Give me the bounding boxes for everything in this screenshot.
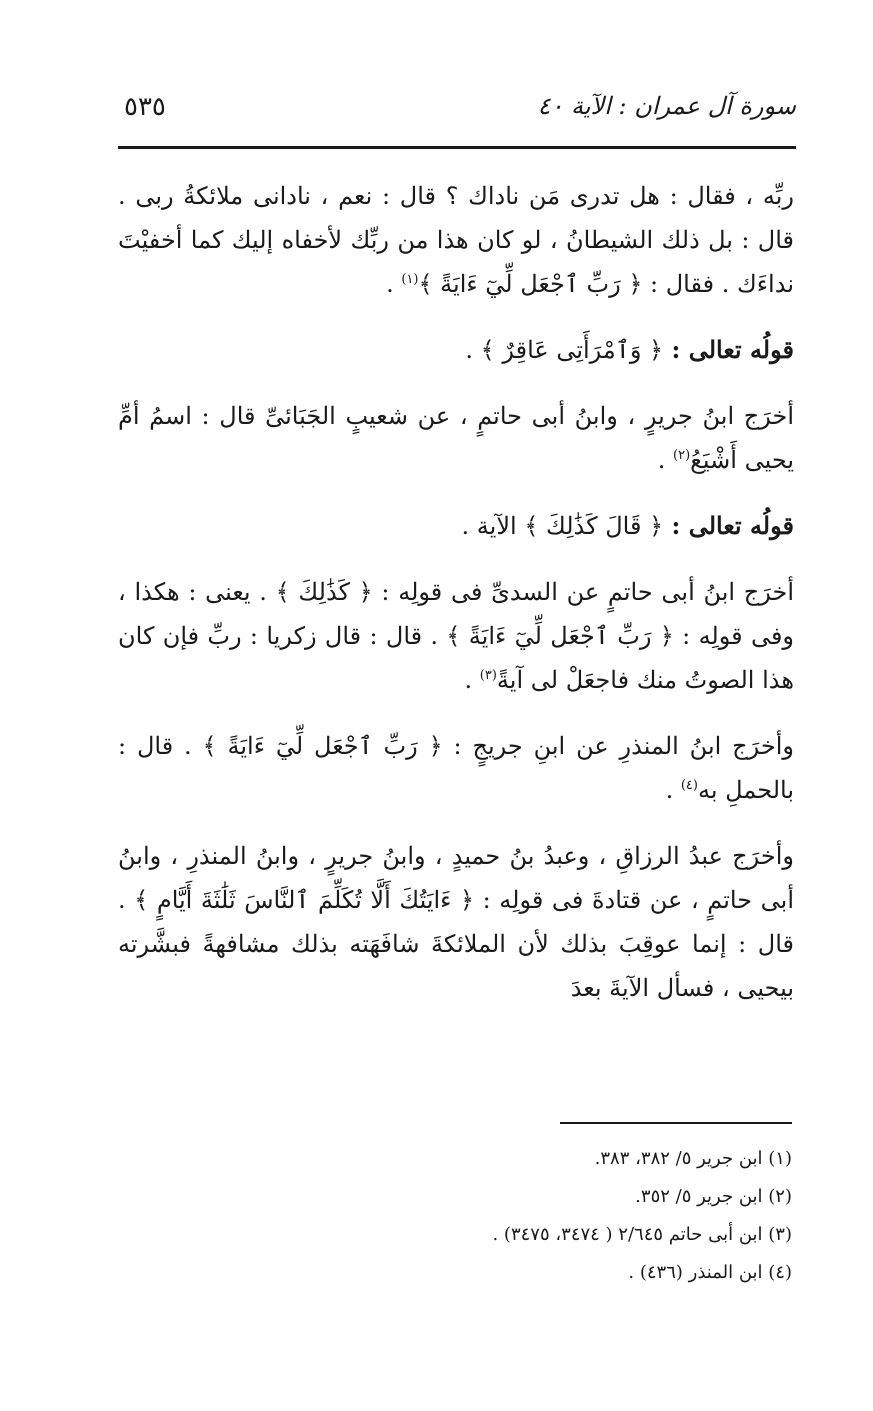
quran-quote: ﴿ كَذَٰلِكَ ﴾ bbox=[275, 578, 373, 606]
paragraph-text: . قال : بالحملِ به bbox=[118, 732, 794, 804]
paragraph-end: . bbox=[665, 776, 681, 804]
paragraph-end: . bbox=[464, 666, 480, 694]
verse-heading-label: قولُه تعالى : bbox=[663, 335, 794, 364]
quran-quote: ﴿ قَالَ كَذَٰلِكَ ﴾ bbox=[524, 512, 664, 540]
paragraph-3 bbox=[118, 570, 794, 702]
quran-quote: ﴿ رَبِّ ٱجْعَل لِّيٓ ءَايَةً ﴾ bbox=[202, 732, 443, 760]
footnotes bbox=[300, 1140, 792, 1292]
footnote-2: (٢) ابن جرير ٥/ ٣٥٢. bbox=[635, 1186, 792, 1207]
paragraph-end: . bbox=[657, 446, 674, 474]
running-title: سورة آل عمران : الآية ٤٠ bbox=[537, 92, 796, 120]
paragraph-text: أخرَج ابنُ جريرٍ ، وابنُ أبى حاتمٍ ، عن شعيبٍ الجَبَائىِّ قال : اسمُ أمِّ يحيى أَشْيَعُ bbox=[118, 402, 794, 474]
paragraph-text: أخرَج ابنُ أبى حاتمٍ عن السدىِّ فى قولِه : bbox=[372, 578, 794, 606]
paragraph-1 bbox=[118, 174, 794, 306]
footnote-ref-4[interactable]: (٤) bbox=[680, 778, 698, 793]
heading-verse-2 bbox=[118, 504, 794, 548]
main-text bbox=[118, 174, 794, 1032]
paragraph-end: . bbox=[386, 270, 402, 298]
footnote-ref-1[interactable]: (١) bbox=[401, 272, 419, 287]
page-header bbox=[118, 88, 796, 128]
paragraph-text: وأخرَج ابنُ المنذرِ عن ابنِ جريجٍ : bbox=[442, 732, 794, 760]
header-rule bbox=[118, 146, 796, 149]
footnote-4: (٤) ابن المنذر (٤٣٦) . bbox=[628, 1262, 792, 1283]
footnote-1: (١) ابن جرير ٥/ ٣٨٢، ٣٨٣. bbox=[594, 1148, 792, 1169]
paragraph-4 bbox=[118, 724, 794, 812]
verse-heading-label: قولُه تعالى : bbox=[663, 511, 794, 540]
quran-quote: ﴿ وَٱمْرَأَتِى عَاقِرٌ ﴾ bbox=[480, 336, 664, 364]
heading-verse-1 bbox=[118, 328, 794, 372]
paragraph-2 bbox=[118, 394, 794, 482]
quran-quote: ﴿ رَبِّ ٱجْعَل لِّيٓ ءَايَةً ﴾ bbox=[446, 622, 674, 650]
paragraph-end: الآية . bbox=[461, 512, 525, 540]
paragraph-5 bbox=[118, 834, 794, 1010]
footnote-ref-3[interactable]: (٣) bbox=[479, 668, 497, 683]
paragraph-text: . قال : إنما عوقِبَ بذلك لأن الملائكةَ شافَهَته بذلك مشافهةً فبشَّرته بيحيى ، فسأل الآيةَ بعدَ bbox=[118, 886, 794, 1002]
page-number: ٥٣٥ bbox=[124, 92, 166, 122]
paragraph-text: وأخرَج عبدُ الرزاقِ ، وعبدُ بنُ حميدٍ ، وابنُ جريرٍ ، وابنُ المنذرِ ، وابنُ أبى حاتمٍ ، عن قتادةَ فى قولِه : bbox=[118, 842, 794, 914]
footnote-ref-2[interactable]: (٢) bbox=[673, 448, 691, 463]
paragraph-text: . قال : قال زكريا : ربِّ فإن كان هذا الصوتُ منك فاجعَلْ لى آيةً bbox=[118, 622, 794, 694]
paragraph-end: . bbox=[465, 336, 481, 364]
paragraph-text: ربِّه ، فقال : هل تدرى مَن ناداك ؟ قال : نعم ، نادانى ملائكةُ ربى . قال : بل ذلك الشيطانُ ، لو كان هذا من ربِّك لأخفاه إليك كما أخفيْتَ نداءَك . فقال : bbox=[118, 182, 794, 298]
footnote-rule bbox=[560, 1122, 792, 1124]
footnote-3: (٣) ابن أبى حاتم ٢/٦٤٥ ( ٣٤٧٤، ٣٤٧٥) . bbox=[492, 1224, 792, 1245]
paragraph-text: . يعنى : هكذا ، وفى قولِه : bbox=[118, 578, 795, 650]
quran-quote: ﴿ رَبِّ ٱجْعَل لِّيٓ ءَايَةً ﴾ bbox=[418, 270, 643, 298]
quran-quote: ﴿ ءَايَتُكَ أَلَّا تُكَلِّمَ ٱلنَّاسَ ثَلَٰثَةَ أَيَّامٍ ﴾ bbox=[134, 886, 475, 914]
